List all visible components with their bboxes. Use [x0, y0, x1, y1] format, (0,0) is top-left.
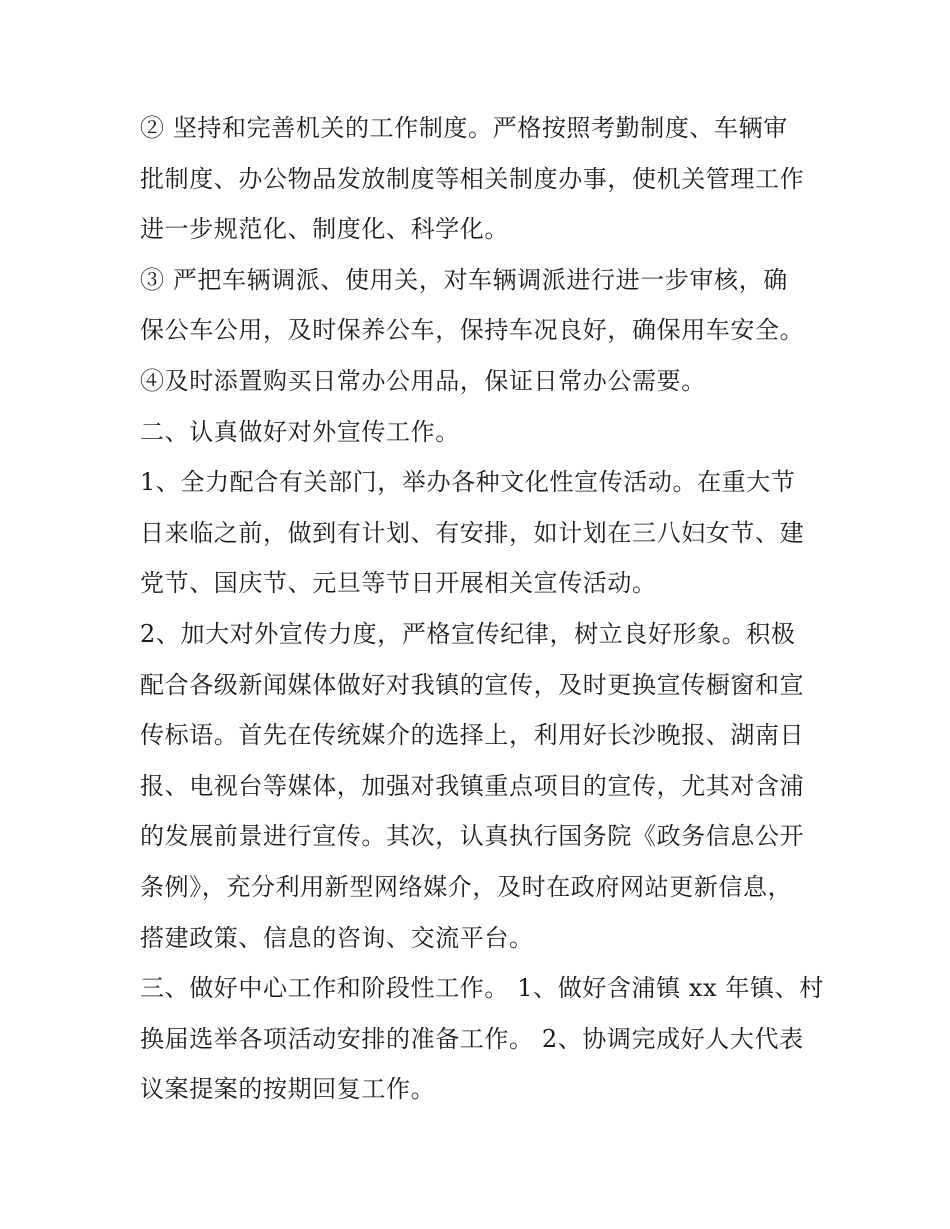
- paragraph-office-supplies: [140, 356, 820, 407]
- paragraph-external-publicity: [140, 609, 820, 963]
- text-line: 党节、国庆节、元旦等节日开展相关宣传活动。: [140, 569, 657, 598]
- text-line: 换届选举各项活动安排的准备工作。 2、协调完成好人大代表: [140, 1024, 804, 1053]
- text-line: 日来临之前，做到有计划、有安排，如计划在三八妇女节、建: [140, 518, 805, 547]
- text-line: ③ 严把车辆调派、使用关，对车辆调派进行进一步审核，确: [140, 265, 788, 294]
- text-line: 三、做好中心工作和阶段性工作。 1、做好含浦镇 xx 年镇、村: [140, 974, 824, 1003]
- document-body: [140, 103, 824, 1115]
- paragraph-cultural-activities: [140, 457, 820, 609]
- text-line: 的发展前景进行宣传。其次，认真执行国务院《政务信息公开: [140, 822, 805, 851]
- text-line: 2、加大对外宣传力度，严格宣传纪律，树立良好形象。积极: [140, 619, 796, 648]
- text-line: 搭建政策、信息的咨询、交流平台。: [140, 923, 534, 952]
- text-line: 二、认真做好对外宣传工作。: [140, 417, 460, 446]
- paragraph-work-system: [140, 103, 820, 255]
- text-line: ④及时添置购买日常办公用品，保证日常办公需要。: [140, 366, 706, 395]
- text-line: 条例》，充分利用新型网络媒介，及时在政府网站更新信息，: [140, 872, 793, 901]
- text-line: 议案提案的按期回复工作。: [140, 1075, 436, 1104]
- text-line: 进一步规范化、制度化、科学化。: [140, 215, 509, 244]
- text-line: 保公车公用，及时保养公车，保持车况良好，确保用车安全。: [140, 316, 805, 345]
- text-line: 批制度、办公物品发放制度等相关制度办事，使机关管理工作: [140, 164, 805, 193]
- text-line: 传标语。首先在传统媒介的选择上，利用好长沙晚报、湖南日: [140, 721, 805, 750]
- text-line: 1、全力配合有关部门，举办各种文化性宣传活动。在重大节: [140, 468, 796, 497]
- paragraph-vehicle-management: [140, 255, 820, 356]
- text-line: 报、电视台等媒体，加强对我镇重点项目的宣传，尤其对含浦: [140, 771, 805, 800]
- text-line: ② 坚持和完善机关的工作制度。严格按照考勤制度、车辆审: [140, 114, 788, 142]
- section-heading-central-work: [140, 963, 824, 1115]
- text-line: 配合各级新闻媒体做好对我镇的宣传，及时更换宣传橱窗和宣: [140, 670, 805, 699]
- section-heading-publicity: [140, 407, 820, 458]
